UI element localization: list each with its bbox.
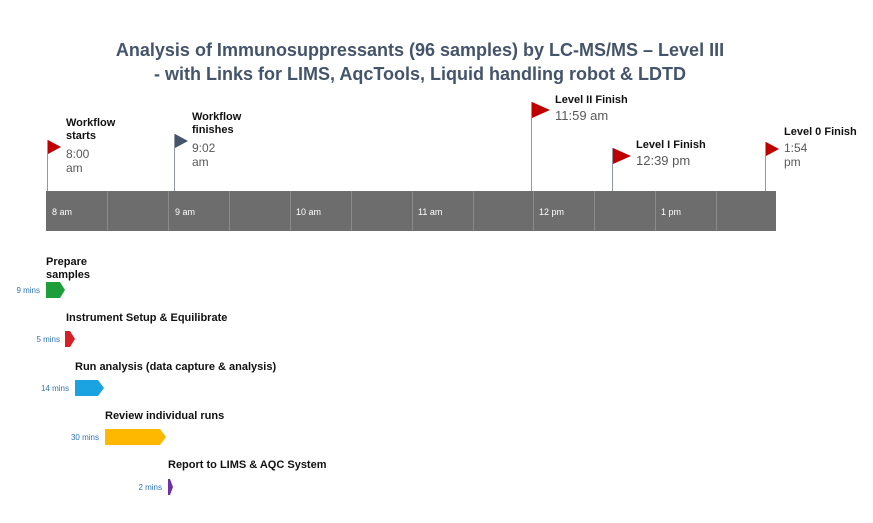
flag-icon [532,102,550,118]
flag-icon [48,140,61,154]
diagram-title [60,38,780,86]
milestone-name: Workflow starts [66,117,116,142]
title-line-2: - with Links for LIMS, AqcTools, Liquid handling robot & LDTD [154,64,686,84]
task-bar [65,331,76,347]
milestone-name: Level II Finish [555,94,628,106]
task-bar [168,479,174,495]
task-bar [46,282,66,298]
task-duration: 14 mins [40,384,69,393]
task-bar [75,380,105,396]
hour-label-1pm: 1 pm [661,207,682,217]
timeline-tick [229,191,230,231]
timeline-tick [290,191,291,231]
task-duration: 5 mins [36,335,60,344]
hour-label-9am: 9 am [175,207,196,217]
hour-label-10am: 10 am [296,207,322,217]
hour-label-12pm: 12 pm [539,207,565,217]
timeline-tick [351,191,352,231]
timeline-tick [473,191,474,231]
flag-icon [613,148,631,164]
timeline-tick [533,191,534,231]
flag-icon [175,134,188,148]
milestone-time: 1:54 pm [784,141,808,169]
title-line-1: Analysis of Immunosuppressants (96 samples) by LC-MS/MS – Level III [115,40,725,60]
milestone-time: 8:00 am [66,147,90,175]
task-label: Report to LIMS & AQC System [168,459,327,471]
task-label: Review individual runs [105,410,225,422]
task-label: Instrument Setup & Equilibrate [66,312,228,324]
task-duration: 30 mins [70,433,99,442]
task-duration: 9 mins [16,286,40,295]
task-label: Prepare samples [46,256,91,281]
milestone-time: 9:02 am [192,141,216,169]
timeline-tick [594,191,595,231]
timeline-tick [716,191,717,231]
milestone-name: Level 0 Finish [784,126,857,138]
task-duration: 2 mins [138,483,162,492]
milestone-time: 11:59 am [555,108,609,123]
milestone-time: 12:39 pm [636,153,691,168]
flag-icon [766,142,779,156]
timeline-tick [655,191,656,231]
task-bar [105,429,167,445]
task-label: Run analysis (data capture & analysis) [75,361,277,373]
timeline-tick [412,191,413,231]
milestone-name: Workflow finishes [192,111,242,136]
milestone-name: Level I Finish [636,139,706,151]
timeline-bar [46,191,776,231]
timeline-tick [107,191,108,231]
hour-label-8am: 8 am [52,207,73,217]
timeline-tick [168,191,169,231]
hour-label-11am: 11 am [418,207,443,217]
